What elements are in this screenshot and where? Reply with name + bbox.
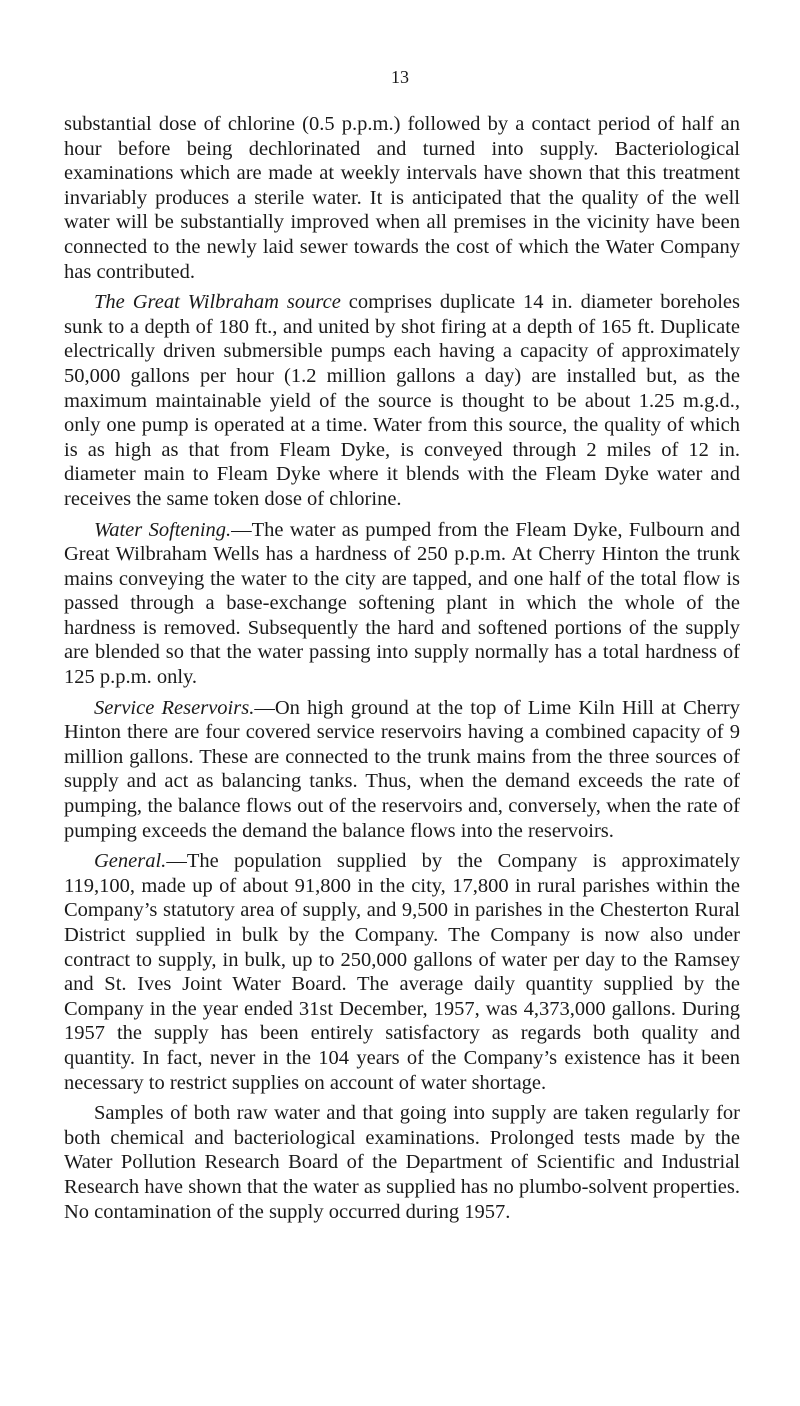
paragraph-great-wilbraham (64, 290, 740, 511)
paragraph-lead: General. (94, 850, 167, 873)
paragraph-text: —The population supplied by the Company is approximately 119,100, made up of about 91,800 in the city, 17,800 in rural parishes within the Company’s statutory area of supply, and 9,500 in parishes in the Chesterton Rural District supplied in bulk by the Company. The Company is now also under contract to supply, in bulk, up to 250,000 gallons of water per day to the Ramsey and St. Ives Joint Water Board. The average daily quantity supplied by the Company in the year ended 31st December, 1957, was 4,373,000 gallons. During 1957 the supply has been entirely satisfactory as regards both quality and quantity. In fact, never in the 104 years of the Company’s existence has it been necessary to restrict supplies on account of water shortage. (64, 850, 740, 1094)
body-text (64, 112, 740, 1230)
paragraph-water-softening (64, 518, 740, 690)
paragraph-lead: The Great Wilbraham source (94, 291, 341, 314)
paragraph-lead: Water Softening. (94, 518, 232, 541)
paragraph-samples (64, 1101, 740, 1224)
paragraph-text: —On high ground at the top of Lime Kiln Hill at Cherry Hinton there are four covered service reservoirs having a combined capacity of 9 million gallons. These are connected to the trunk mains from the three sources of supply and act as balancing tanks. Thus, when the demand exceeds the rate of pumping, the balance flows out of the reservoirs and, conversely, when the rate of pumping exceeds the demand the balance flows into the reservoirs. (64, 696, 740, 842)
paragraph-service-reservoirs (64, 696, 740, 844)
paragraph-lead: Service Reservoirs. (94, 696, 255, 719)
paragraph-text: —The water as pumped from the Fleam Dyke, Fulbourn and Great Wilbraham Wells has a hardness of 250 p.p.m. At Cherry Hinton the trunk mains conveying the water to the city are tapped, and one half of the total flow is passed through a base-exchange softening plant in which the whole of the hardness is removed. Subsequently the hard and softened portions of the supply are blended so that the water passing into supply normally has a total hardness of 125 p.p.m. only. (64, 518, 740, 689)
paragraph-text: comprises duplicate 14 in. diameter boreholes sunk to a depth of 180 ft., and united by shot firing at a depth of 165 ft. Duplicate electrically driven submersible pumps each having a capacity of approximately 50,000 gallons per hour (1.2 million gallons a day) are installed but, as the maximum maintainable yield of the source is thought to be about 1.25 m.g.d., only one pump is operated at a time. Water from this source, the quality of which is as high as that from Fleam Dyke, is conveyed through 2 miles of 12 in. diameter main to Fleam Dyke where it blends with the Fleam Dyke water and receives the same token dose of chlorine. (64, 291, 741, 510)
paragraph-text: Samples of both raw water and that going into supply are taken regularly for both chemical and bacteriological examinations. Prolonged tests made by the Water Pollution Research Board of the Department of Scientific and Industrial Research have shown that the water as supplied has no plumbo-solvent properties. No contamination of the supply occurred during 1957. (64, 1102, 740, 1223)
page-number: 13 (391, 67, 409, 87)
paragraph-text: substantial dose of chlorine (0.5 p.p.m.) followed by a contact period of half an hour before being dechlorinated and turned into supply. Bacteriological examinations which are made at weekly intervals have shown that this treatment invariably produces a sterile water. It is anticipated that the quality of the well water will be substantially improved when all premises in the vicinity have been connected to the newly laid sewer towards the cost of which the Water Company has contributed. (64, 113, 740, 283)
paragraph-chlorination (64, 112, 740, 284)
paragraph-general (64, 849, 740, 1095)
